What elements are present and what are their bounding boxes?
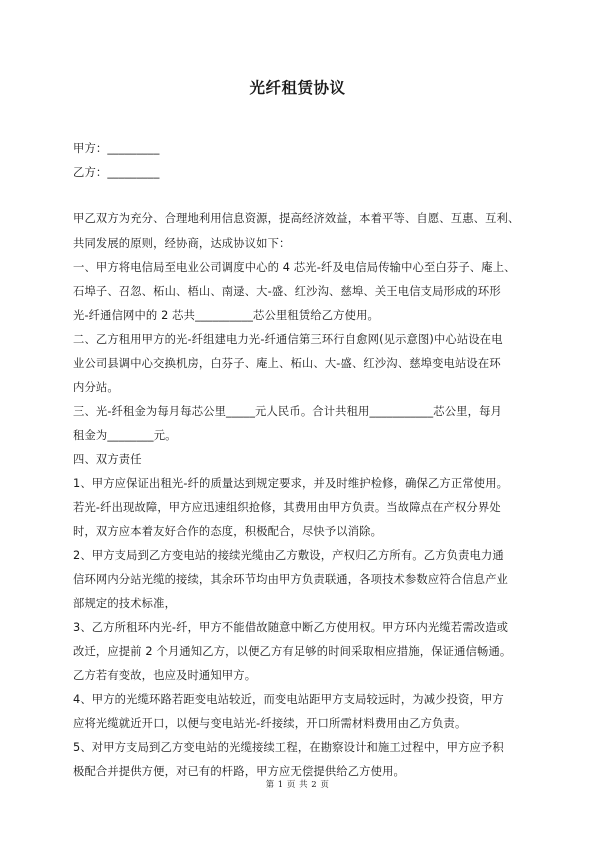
body-line: 租金为________元。 <box>73 429 177 442</box>
body-line: 共同发展的原则，经协商，达成协议如下： <box>73 237 291 250</box>
body-line: 若光-纤出现故障，甲方应迅速组织抢修，其费用由甲方负责。当故障点在产权分界处 <box>73 501 501 514</box>
body-line: 三、光-纤租金为每月每芯公里_____元人民币。合计共租用___________芯公里，每月 <box>73 405 502 418</box>
body-line: 2、甲方支局到乙方变电站的接续光缆由乙方敷设，产权归乙方所有。乙方负责电力通 <box>73 549 504 562</box>
body-line: 部规定的技术标准， <box>73 597 177 610</box>
body-line: 光-纤通信网中的 2 芯共__________芯公里租赁给乙方使用。 <box>73 309 379 322</box>
body-line: 业公司县调中心交换机房，白芬子、庵上、柘山、大-盛、红沙沟、慈埠变电站设在环 <box>73 357 501 370</box>
body-line: 1、甲方应保证出租光-纤的质量达到规定要求，并及时维护检修，确保乙方正常使用。 <box>73 477 509 490</box>
document-title: 光纤租赁协议 <box>249 79 346 97</box>
body-line: 3、乙方所租环内光-纤，甲方不能借故随意中断乙方使用权。甲方环内光缆若需改造或 <box>73 621 509 634</box>
body-line: 乙方若有变故，也应及时通知甲方。 <box>73 669 257 682</box>
body-line: 应将光缆就近开口，以便与变电站光-纤接续，开口所需材料费用由乙方负责。 <box>73 717 467 730</box>
page-footer: 第 1 页 共 2 页 <box>265 780 330 790</box>
body-line: 4、甲方的光缆环路若距变电站较近，而变电站距甲方支局较远时，为减少投资，甲方 <box>73 693 504 706</box>
body-line: 内分站。 <box>73 381 119 394</box>
body-line: 甲乙双方为充分、合理地利用信息资源，提高经济效益，本着平等、自愿、互惠、互利、 <box>73 212 520 225</box>
party-a-line: 甲方：_________ <box>73 142 160 155</box>
body-line: 二、乙方租用甲方的光-纤组建电力光-纤通信第三环行自愈网(见示意图)中心站设在电 <box>73 333 503 346</box>
body-line: 石埠子、召忽、柘山、梧山、南逯、大-盛、红沙沟、慈埠、关王电信支局形成的环形 <box>73 285 501 298</box>
body-line: 5、对甲方支局到乙方变电站的光缆接续工程，在勘察设计和施工过程中，甲方应予积 <box>73 741 504 754</box>
body-line: 信环网内分站光缆的接续，其余环节均由甲方负责联通，各项技术参数应符合信息产业 <box>73 573 508 586</box>
section-heading: 四、双方责任 <box>73 453 142 466</box>
body-line: 时，双方应本着友好合作的态度，积极配合，尽快予以消除。 <box>73 525 383 538</box>
body-line: 一、甲方将电信局至电业公司调度中心的 4 芯光-纤及电信局传输中心至白芬子、庵上、 <box>73 261 516 274</box>
party-b-line: 乙方：_________ <box>73 166 160 179</box>
body-line: 改迁，应提前 2 个月通知乙方，以便乙方有足够的时间采取相应措施，保证通信畅通。 <box>73 645 512 658</box>
body-line: 极配合并提供方便，对已有的杆路，甲方应无偿提供给乙方使用。 <box>73 765 405 778</box>
